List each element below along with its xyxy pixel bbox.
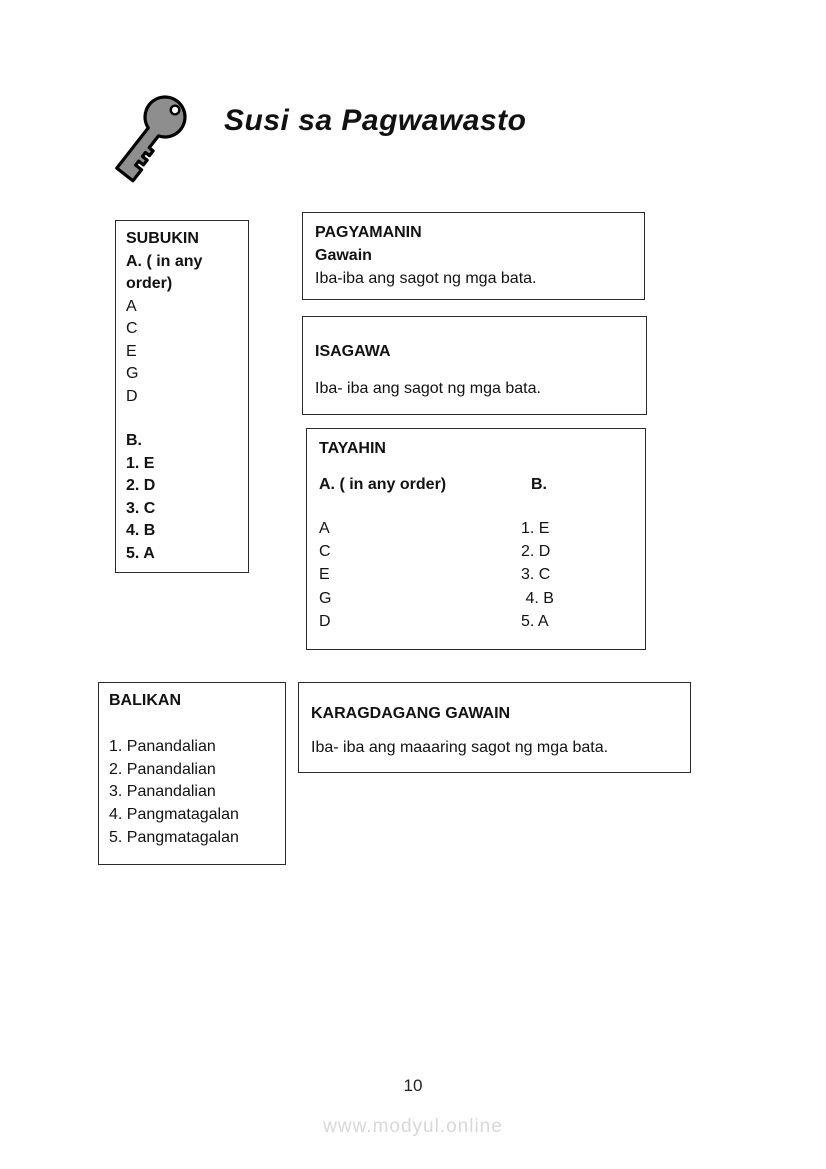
page-title: Susi sa Pagwawasto: [224, 104, 527, 137]
section-b-label: B.: [126, 432, 142, 449]
answer-item: 1. Panandalian: [109, 737, 216, 755]
balikan-answers: [109, 736, 275, 850]
box-heading: PAGYAMANIN: [315, 224, 422, 241]
answer-item: 5. A: [126, 544, 155, 562]
watermark: www.modyul.online: [323, 1116, 503, 1137]
box-heading: ISAGAWA: [315, 343, 391, 360]
subukin-box: [115, 220, 249, 573]
answer-item: 3. Panandalian: [109, 783, 216, 801]
answer-item: C: [319, 543, 331, 561]
answer-text: Iba- iba ang sagot ng mga bata.: [315, 380, 541, 397]
answer-item: 2. D: [521, 543, 551, 561]
column-a-answers: [319, 517, 633, 633]
answer-text: Iba- iba ang maaaring sagot ng mga bata.: [311, 739, 609, 756]
answer-item: 4. B: [521, 589, 554, 607]
pagyamanin-box: [302, 212, 645, 300]
column-a-label: A. ( in any order): [319, 476, 447, 493]
box-heading: TAYAHIN: [319, 440, 386, 457]
isagawa-box: [302, 316, 647, 415]
key-icon: [103, 90, 203, 190]
column-b-answers: [521, 517, 554, 633]
answer-item: 5. A: [521, 612, 549, 630]
answer-item: D: [126, 387, 138, 405]
answer-item: E: [126, 342, 137, 360]
section-a-answers: [126, 296, 238, 409]
answer-item: 1. E: [126, 454, 155, 472]
answer-item: A: [126, 297, 137, 315]
answer-text: Iba-iba ang sagot ng mga bata.: [315, 270, 537, 287]
answer-item: 3. C: [126, 499, 156, 517]
answer-item: E: [319, 566, 330, 584]
answer-item: 2. Panandalian: [109, 760, 216, 778]
page-number: 10: [403, 1076, 423, 1095]
answer-item: 5. Pangmatagalan: [109, 828, 239, 846]
answer-columns: [319, 517, 633, 633]
box-heading: SUBUKIN: [126, 230, 199, 247]
answer-item: 4. B: [126, 522, 156, 539]
box-heading: KARAGDAGANG GAWAIN: [311, 705, 511, 722]
section-a-label: A. ( in any order): [126, 252, 207, 292]
answer-item: 3. C: [521, 566, 551, 584]
answer-item: G: [319, 589, 332, 607]
column-b-label: B.: [531, 476, 547, 493]
answer-item: 4. Pangmatagalan: [109, 806, 239, 824]
answer-item: C: [126, 320, 138, 337]
karagdagang-gawain-box: [298, 682, 691, 773]
spacer: [126, 408, 238, 430]
tayahin-box: [306, 428, 646, 650]
box-subheading: Gawain: [315, 247, 372, 264]
answer-item: 2. D: [126, 477, 156, 494]
box-heading: BALIKAN: [109, 692, 181, 709]
balikan-box: [98, 682, 286, 865]
column-labels: [319, 473, 633, 496]
section-b-answers: [126, 453, 238, 566]
spacer: [109, 713, 275, 736]
answer-item: 1. E: [521, 520, 550, 537]
answer-item: A: [319, 520, 330, 537]
answer-item: D: [319, 612, 331, 630]
answer-item: G: [126, 365, 139, 382]
